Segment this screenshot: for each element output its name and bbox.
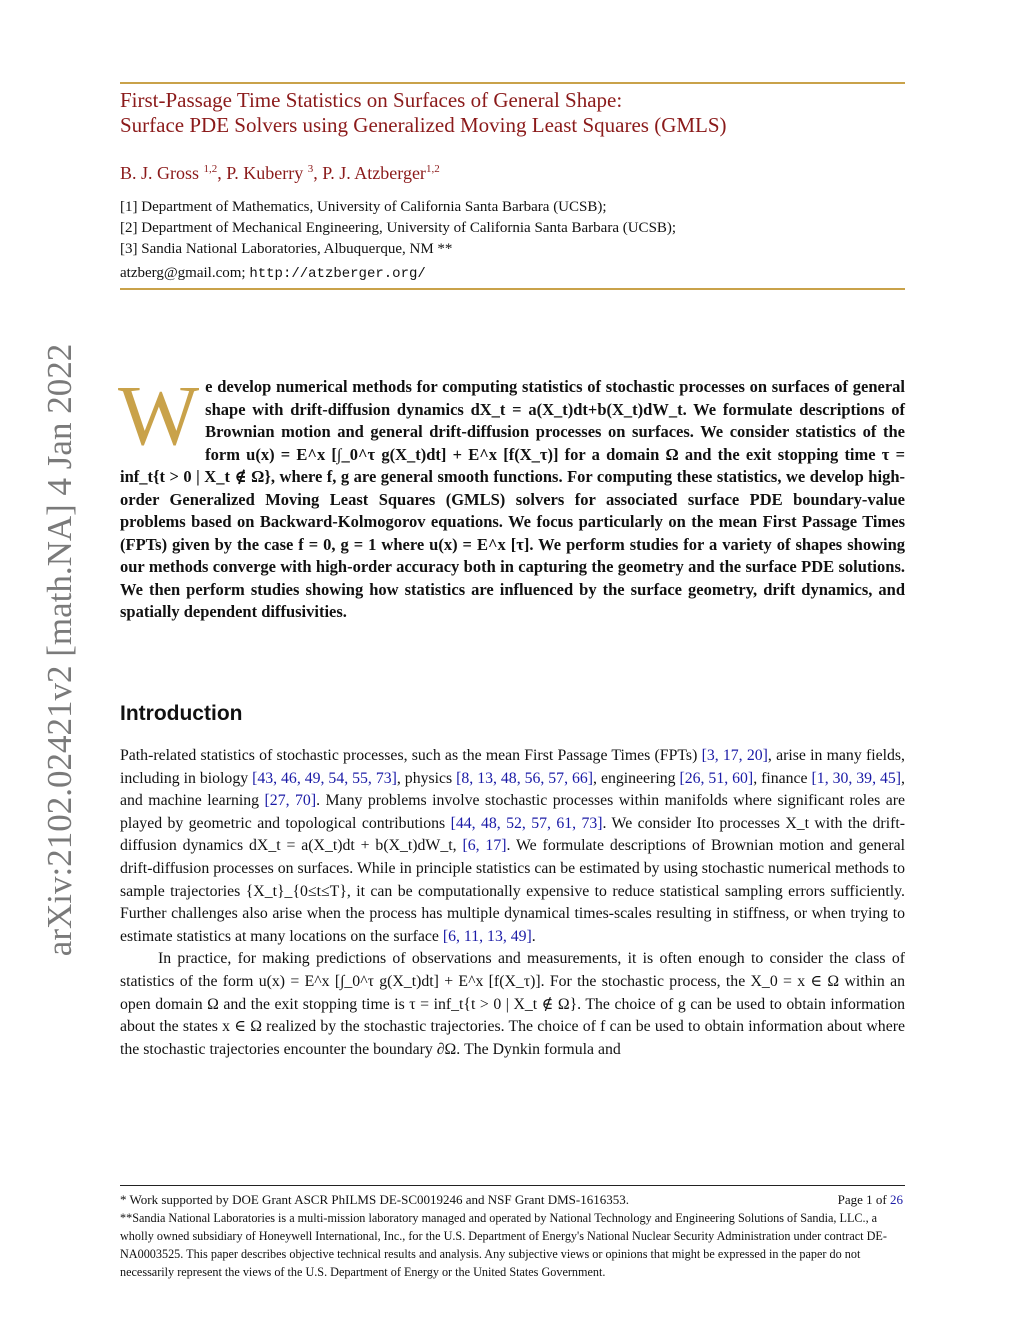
affiliation-3: [3] Sandia National Laboratories, Albuquerque, NM ** (120, 241, 453, 257)
email: atzberg@gmail.com; (120, 265, 246, 281)
contact-line (120, 265, 426, 282)
citation-link[interactable]: [1, 30, 39, 45] (811, 769, 902, 787)
citation-link[interactable]: [8, 13, 48, 56, 57, 66] (456, 769, 594, 787)
text-run: , engineering (593, 769, 680, 787)
intro-paragraph-2: In practice, for making predictions of observations and measurements, it is often enough to consider the class of statistics of the form u(x) = E^x [∫_0^τ g(X_t)dt] + E^x [f(X_τ)]. For the stochastic process, the X_0 = x ∈ Ω within an open domain Ω and the exit stopping time is τ = inf_t{t > 0 | X_t ∉ Ω}. The choice of g can be used to obtain information about the states x ∈ Ω realized by the stochastic trajectories. The choice of f can be used to obtain information about where the stochastic trajectories encounter the boundary ∂Ω. The Dynkin formula and (120, 950, 905, 1058)
abstract (118, 367, 905, 624)
author-1-affil: 1,2 (203, 163, 218, 175)
text-run: , arise in many fields, including in biology (120, 747, 905, 787)
citation-link[interactable]: [43, 46, 49, 54, 55, 73] (252, 769, 397, 787)
author-1: B. J. Gross (120, 163, 200, 183)
top-rule (120, 82, 905, 84)
homepage-link[interactable]: http://atzberger.org/ (249, 266, 426, 282)
citation-link[interactable]: [27, 70] (264, 792, 317, 810)
citation-link[interactable]: [3, 17, 20] (701, 747, 768, 764)
page-indicator (838, 1191, 903, 1209)
citation-link[interactable]: [6, 11, 13, 49] (442, 927, 532, 945)
footnote-rule (120, 1185, 905, 1186)
affiliations (120, 197, 905, 260)
affiliation-1: [1] Department of Mathematics, University of California Santa Barbara (UCSB); (120, 199, 607, 215)
page-label: Page 1 of (837, 1192, 887, 1207)
author-2-affil: 3 (307, 163, 314, 175)
text-run: Path-related statistics of stochastic processes, such as the mean First Passage Times (FPTs) (120, 747, 702, 764)
header-bottom-rule (120, 288, 905, 290)
author-list: B. J. Gross $^{1,2}$, P. Kuberry $^3$, P. J. Atzberger$^{1,2}$ (120, 163, 440, 183)
abstract-text: e develop numerical methods for computing statistics of stochastic processes on surfaces of general shape with drift-diffusion dynamics dX_t = a(X_t)dt+b(X_t)dW_t. We formulate descriptions of Brownian motion and general drift-diffusion processes on surfaces. We consider statistics of the form u(x) = E^x [∫_0^τ g(X_t)dt] + E^x [f(X_τ)] for a domain Ω and the exit stopping time τ = inf_t{t > 0 | X_t ∉ Ω}, where f, g are general smooth functions. For computing these statistics, we develop high-order Generalized Moving Least Squares (GMLS) solvers for associated surface PDE boundary-value problems based on Backward-Kolmogorov equations. We focus particularly on the mean First Passage Times (FPTs) given by the case f = 0, g = 1 where u(x) = E^x [τ]. We perform studies for a variety of shapes showing our methods converge with high-order accuracy both in capturing the geometry and the surface PDE solutions. We then perform studies showing how statistics are influenced by the surface geometry, drift dynamics, and spatially dependent diffusivities. (120, 377, 905, 621)
arxiv-sidebar-stamp: arXiv:2102.02421v2 [math.NA] 4 Jan 2022 (40, 343, 79, 957)
text-run: . We formulate descriptions of Brownian motion and general drift-diffusion processes on surfaces. While in principle statistics can be estimated by using stochastic numerical methods to sample trajectories {X_t}_{0≤t≤T}, it can be computationally expensive to reduce statistical sampling errors sufficiently. Further challenges also arise when the process has multiple dynamical times-scales resulting in stiffness, or when trying to estimate statistics at many locations on the surface (120, 837, 906, 945)
intro-paragraph-1 (120, 745, 905, 948)
affiliation-2: [2] Department of Mechanical Engineering, University of California Santa Barbara (UCSB); (120, 220, 677, 236)
introduction-body (120, 745, 905, 1061)
text-run: . Many problems involve stochastic processes within manifolds where significant roles are played by geometric and topological contributions (120, 792, 906, 832)
footnote-2: **Sandia National Laboratories is a multi-mission laboratory managed and operated by National Technology and Engineering Solutions of Sandia, LLC., a wholly owned subsidiary of Honeywell International, Inc., for the U.S. Department of Energy's National Nuclear Security Administration under contract DE-NA0003525. This paper describes objective technical results and analysis. Any subjective views or opinions that might be expressed in the paper do not necessarily represent the views of the U.S. Department of Energy or the United States Government. (120, 1211, 887, 1279)
text-run: , finance (753, 769, 812, 787)
author-3-affil: 1,2 (425, 163, 440, 175)
title-line-1: First-Passage Time Statistics on Surfaces of General Shape: (120, 88, 623, 112)
author-2: P. Kuberry (226, 163, 304, 183)
text-run: . We consider Ito processes X_t with the drift-diffusion dynamics dX_t = a(X_t)dt + b(X_t)dW_t, (120, 814, 905, 855)
title-line-2: Surface PDE Solvers using Generalized Moving Least Squares (GMLS) (120, 113, 727, 137)
text-run: . (531, 927, 536, 945)
footnote-1-row (120, 1191, 905, 1209)
text-run: , physics (396, 769, 457, 787)
section-heading-introduction: Introduction (120, 702, 243, 725)
author-3: P. J. Atzberger (322, 163, 426, 183)
page-total-link[interactable]: 26 (890, 1192, 903, 1207)
abstract-dropcap: W (118, 367, 200, 463)
text-run: , and machine learning (120, 769, 905, 810)
footnotes (120, 1191, 905, 1281)
citation-link[interactable]: [6, 17] (462, 837, 507, 855)
footnote-1: * Work supported by DOE Grant ASCR PhILMS DE-SC0019246 and NSF Grant DMS-1616353. (120, 1192, 629, 1207)
citation-link[interactable]: [44, 48, 52, 57, 61, 73] (450, 814, 603, 832)
citation-link[interactable]: [26, 51, 60] (679, 769, 754, 787)
paper-title (120, 88, 905, 138)
